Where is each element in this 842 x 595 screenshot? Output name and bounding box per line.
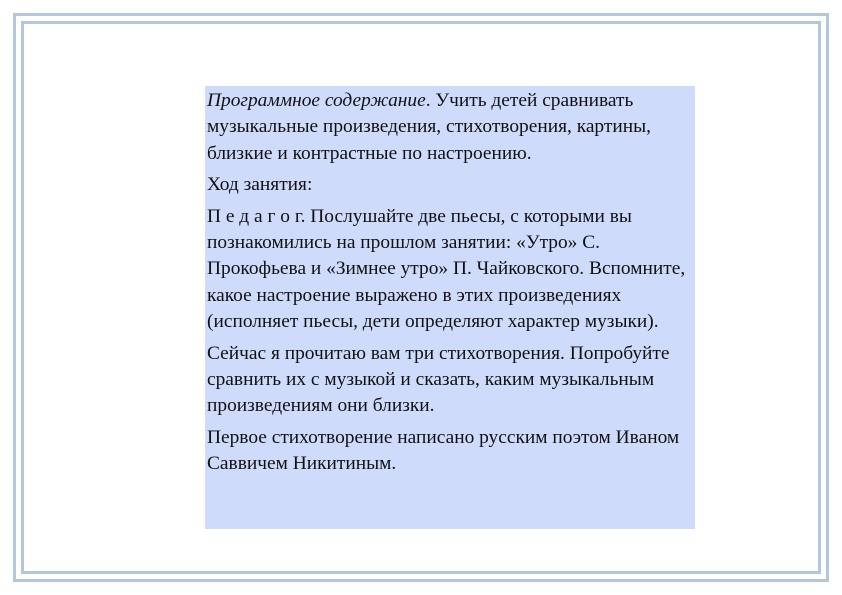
speaker-label: П е д а г о г.	[207, 205, 306, 227]
paragraph-first-poem: Первое стихотворение написано русским поэтом Иваном Саввичем Никитиным.	[207, 426, 680, 475]
paragraph-program-content	[207, 88, 695, 167]
text-block	[205, 86, 695, 529]
paragraph-teacher-speech	[207, 204, 695, 336]
paragraph-lesson-heading: Ход занятия:	[207, 174, 313, 196]
program-content-text: . Учить детей сравнивать музыкальные произведения, стихотворения, картины, близкие и контрастные по настроению.	[207, 90, 651, 164]
paragraph-poems-intro: Сейчас я прочитаю вам три стихотворения. Попробуйте сравнить их с музыкой и сказать, каким музыкальным произведениям они близки.	[207, 342, 670, 417]
teacher-speech-text: Послушайте две пьесы, с которыми вы познакомились на прошлом занятии: «Утро» С. Прокофьева и «Зимнее утро» П. Чайковского. Вспомните, какое настроение выражено в этих произведениях (исполняет пьесы, дети определяют характер музыки).	[207, 205, 686, 333]
program-content-label: Программное содержание	[207, 90, 426, 111]
